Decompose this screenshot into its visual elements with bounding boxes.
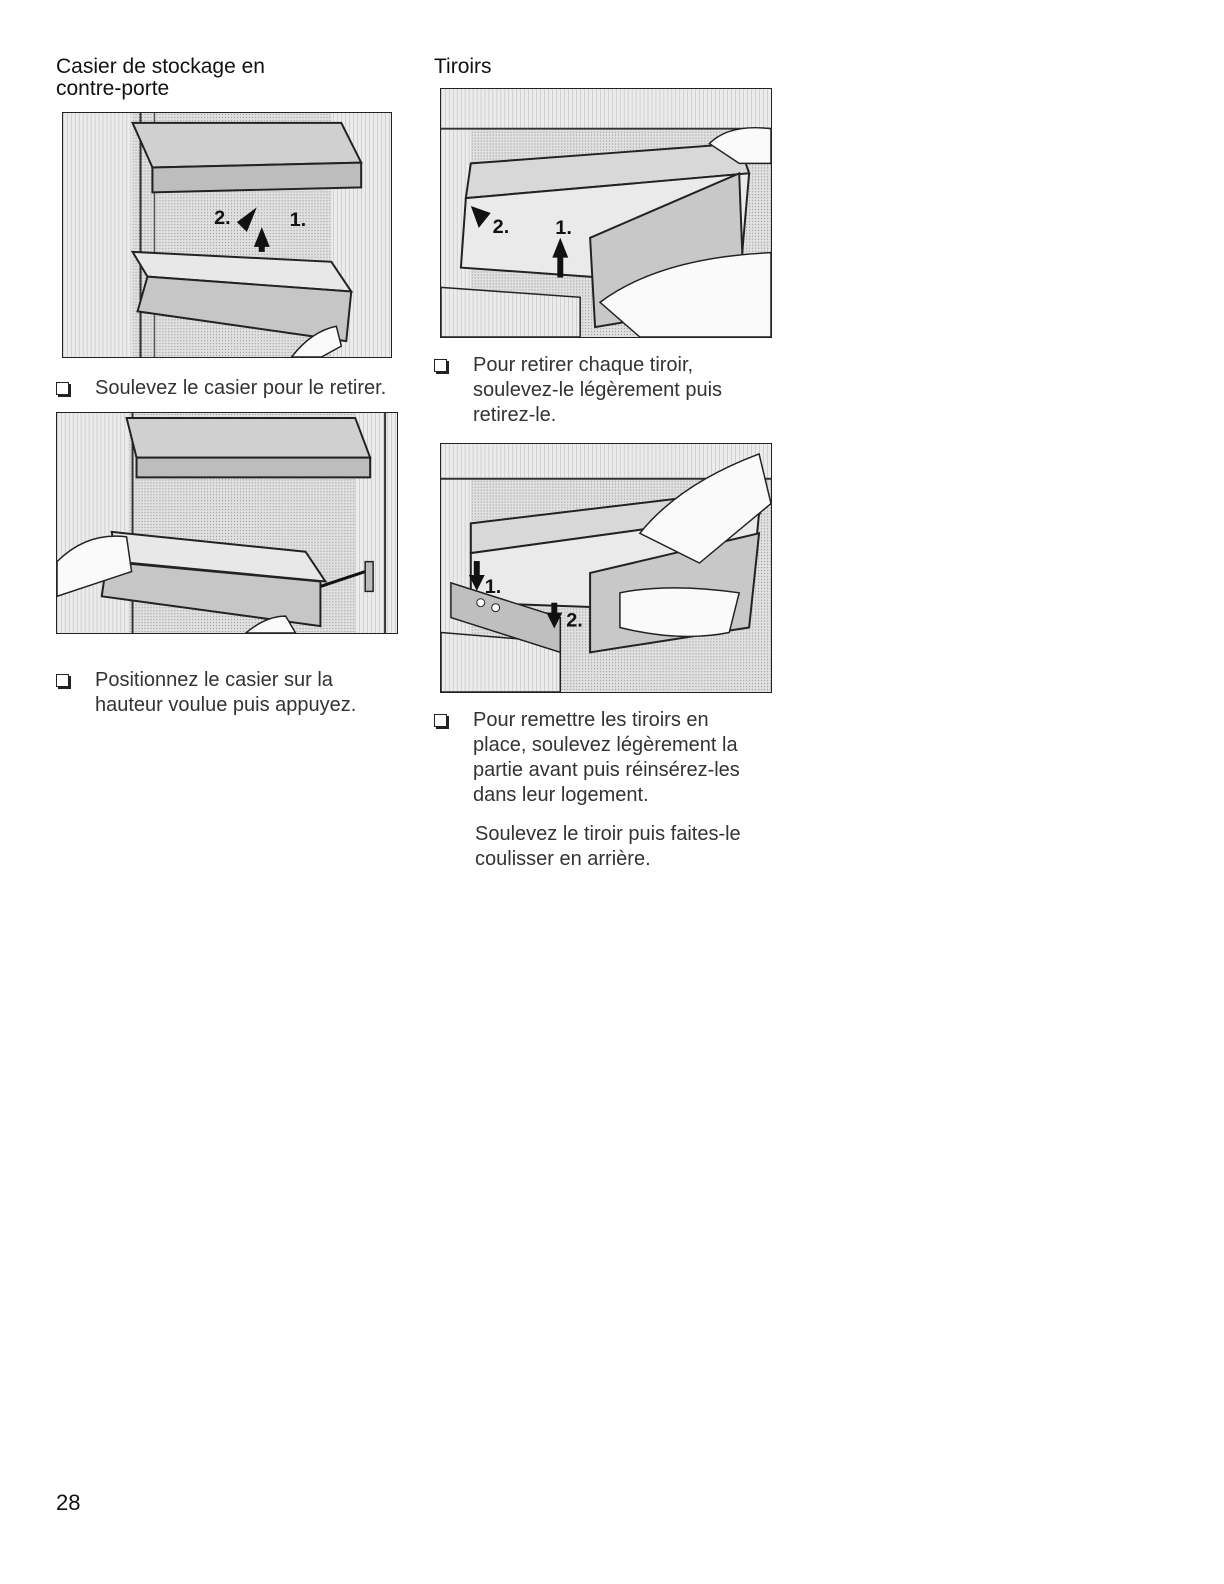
bullet-text <box>473 708 740 808</box>
heading-line: Casier de stockage en <box>56 55 265 78</box>
note-line: coulisser en arrière. <box>475 848 651 870</box>
figure-remove-door-bin <box>62 112 392 358</box>
bullet-line: place, soulevez légèrement la <box>473 734 738 756</box>
bullet-text <box>473 353 722 428</box>
note-slide-drawer <box>475 822 741 872</box>
figure4-marker-2: 2. <box>566 609 583 632</box>
figure3-marker-1: 1. <box>555 216 572 239</box>
figure-position-door-bin <box>56 412 398 634</box>
heading-line: contre-porte <box>56 77 170 100</box>
section-heading-drawers <box>434 56 492 78</box>
page-number: 28 <box>56 1490 81 1515</box>
bullet-text: Soulevez le casier pour le retirer. <box>95 377 387 399</box>
bullet-remove-drawer <box>434 353 722 428</box>
checkbox-bullet-icon <box>56 674 69 687</box>
bullet-line: Positionnez le casier sur la <box>95 669 333 691</box>
bullet-line: Pour remettre les tiroirs en <box>473 709 709 731</box>
bullet-text <box>95 668 356 718</box>
figure-insert-drawer <box>440 443 772 693</box>
bullet-position-bin <box>56 668 356 718</box>
note-line: Soulevez le tiroir puis faites-le <box>475 823 741 845</box>
checkbox-bullet-icon <box>434 714 447 727</box>
bullet-line: Pour retirer chaque tiroir, <box>473 354 694 376</box>
bullet-insert-drawer <box>434 708 740 808</box>
figure1-marker-2: 2. <box>214 207 231 230</box>
checkbox-bullet-icon <box>56 382 69 395</box>
figure4-marker-1: 1. <box>484 575 502 598</box>
bullet-line: partie avant puis réinsérez-les <box>473 759 740 781</box>
checkbox-bullet-icon <box>434 359 447 372</box>
figure-remove-drawer <box>440 88 772 338</box>
bullet-line: retirez-le. <box>473 404 557 426</box>
figure1-marker-1: 1. <box>289 209 307 232</box>
bullet-remove-bin <box>56 376 386 401</box>
bullet-line: soulevez-le légèrement puis <box>473 379 723 401</box>
section-heading-door-bin <box>56 56 265 100</box>
bullet-line: hauteur voulue puis appuyez. <box>95 694 357 716</box>
figure3-marker-2: 2. <box>492 215 510 238</box>
heading-line: Tiroirs <box>434 55 492 78</box>
bullet-line: dans leur logement. <box>473 784 649 806</box>
